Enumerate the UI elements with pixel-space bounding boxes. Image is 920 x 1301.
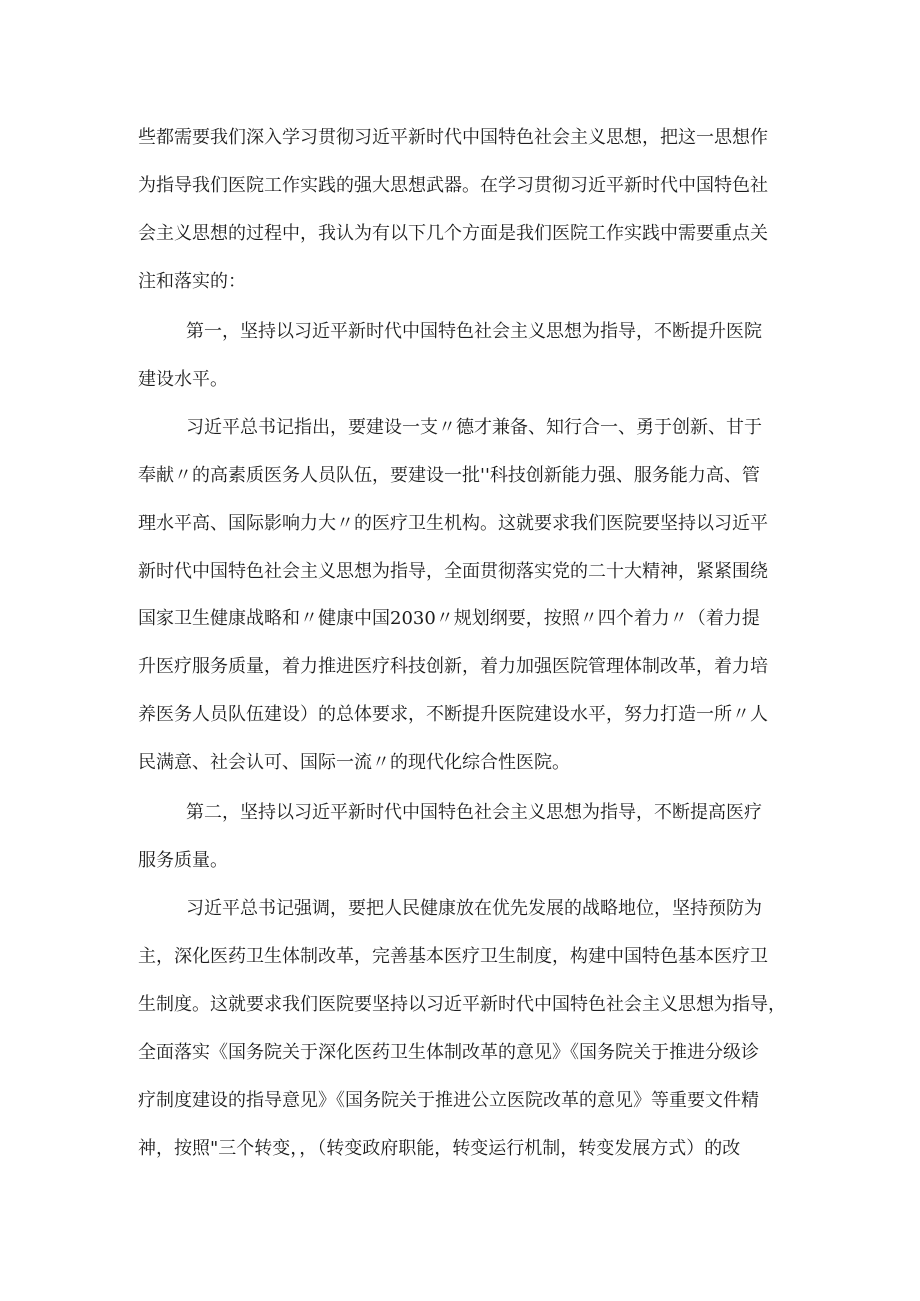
- text-line: 疗制度建设的指导意见》《国务院关于推进公立医院改革的意见》等重要文件精: [138, 1090, 759, 1111]
- text-line: 注和落实的：: [138, 271, 246, 292]
- text-line: 升医疗服务质量，着力推进医疗科技创新，着力加强医院管理体制改革，着力培: [138, 656, 768, 677]
- text-line: 为指导我们医院工作实践的强大思想武器。在学习贯彻习近平新时代中国特色社: [138, 175, 768, 196]
- text-line: 习近平总书记强调，要把人民健康放在优先发展的战略地位，坚持预防为: [186, 898, 762, 919]
- text-line: 服务质量。: [138, 850, 228, 871]
- paragraph-first-heading: 第一，坚持以习近平新时代中国特色社会主义思想为指导，不断提升医院: [186, 321, 762, 342]
- text-line: 全面落实《国务院关于深化医药卫生体制改革的意见》《国务院关于推进分级诊: [138, 1042, 759, 1063]
- text-line: 些都需要我们深入学习贯彻习近平新时代中国特色社会主义思想，把这一思想作: [138, 127, 768, 148]
- text-line: 民满意、社会认可、国际一流〃的现代化综合性医院。: [138, 752, 570, 773]
- paragraph-second-heading: 第二，坚持以习近平新时代中国特色社会主义思想为指导，不断提高医疗: [186, 802, 762, 823]
- text-line: 新时代中国特色社会主义思想为指导，全面贯彻落实党的二十大精神，紧紧围绕: [138, 561, 768, 582]
- text-line: 养医务人员队伍建设）的总体要求，不断提升医院建设水平，努力打造一所〃人: [138, 704, 768, 725]
- text-line: 会主义思想的过程中，我认为有以下几个方面是我们医院工作实践中需要重点关: [138, 223, 768, 244]
- text-line: 生制度。这就要求我们医院要坚持以习近平新时代中国特色社会主义思想为指导，: [138, 994, 786, 1015]
- text-line: 奉献〃的高素质医务人员队伍，要建设一批''科技创新能力强、服务能力高、管: [138, 465, 760, 486]
- text-line: 理水平高、国际影响力大〃的医疗卫生机构。这就要求我们医院要坚持以习近平: [138, 513, 768, 534]
- text-line: 习近平总书记指出，要建设一支〃德才兼备、知行合一、勇于创新、甘于: [186, 417, 762, 438]
- text-line: 建设水平。: [138, 369, 228, 390]
- text-line: 国家卫生健康战略和〃健康中国2030〃规划纲要，按照〃四个着力〃（着力提: [138, 608, 760, 629]
- text-line: 神，按照"三个转变，，（转变政府职能，转变运行机制，转变发展方式）的改: [138, 1138, 741, 1159]
- text-line: 主，深化医药卫生体制改革，完善基本医疗卫生制度，构建中国特色基本医疗卫: [138, 946, 768, 967]
